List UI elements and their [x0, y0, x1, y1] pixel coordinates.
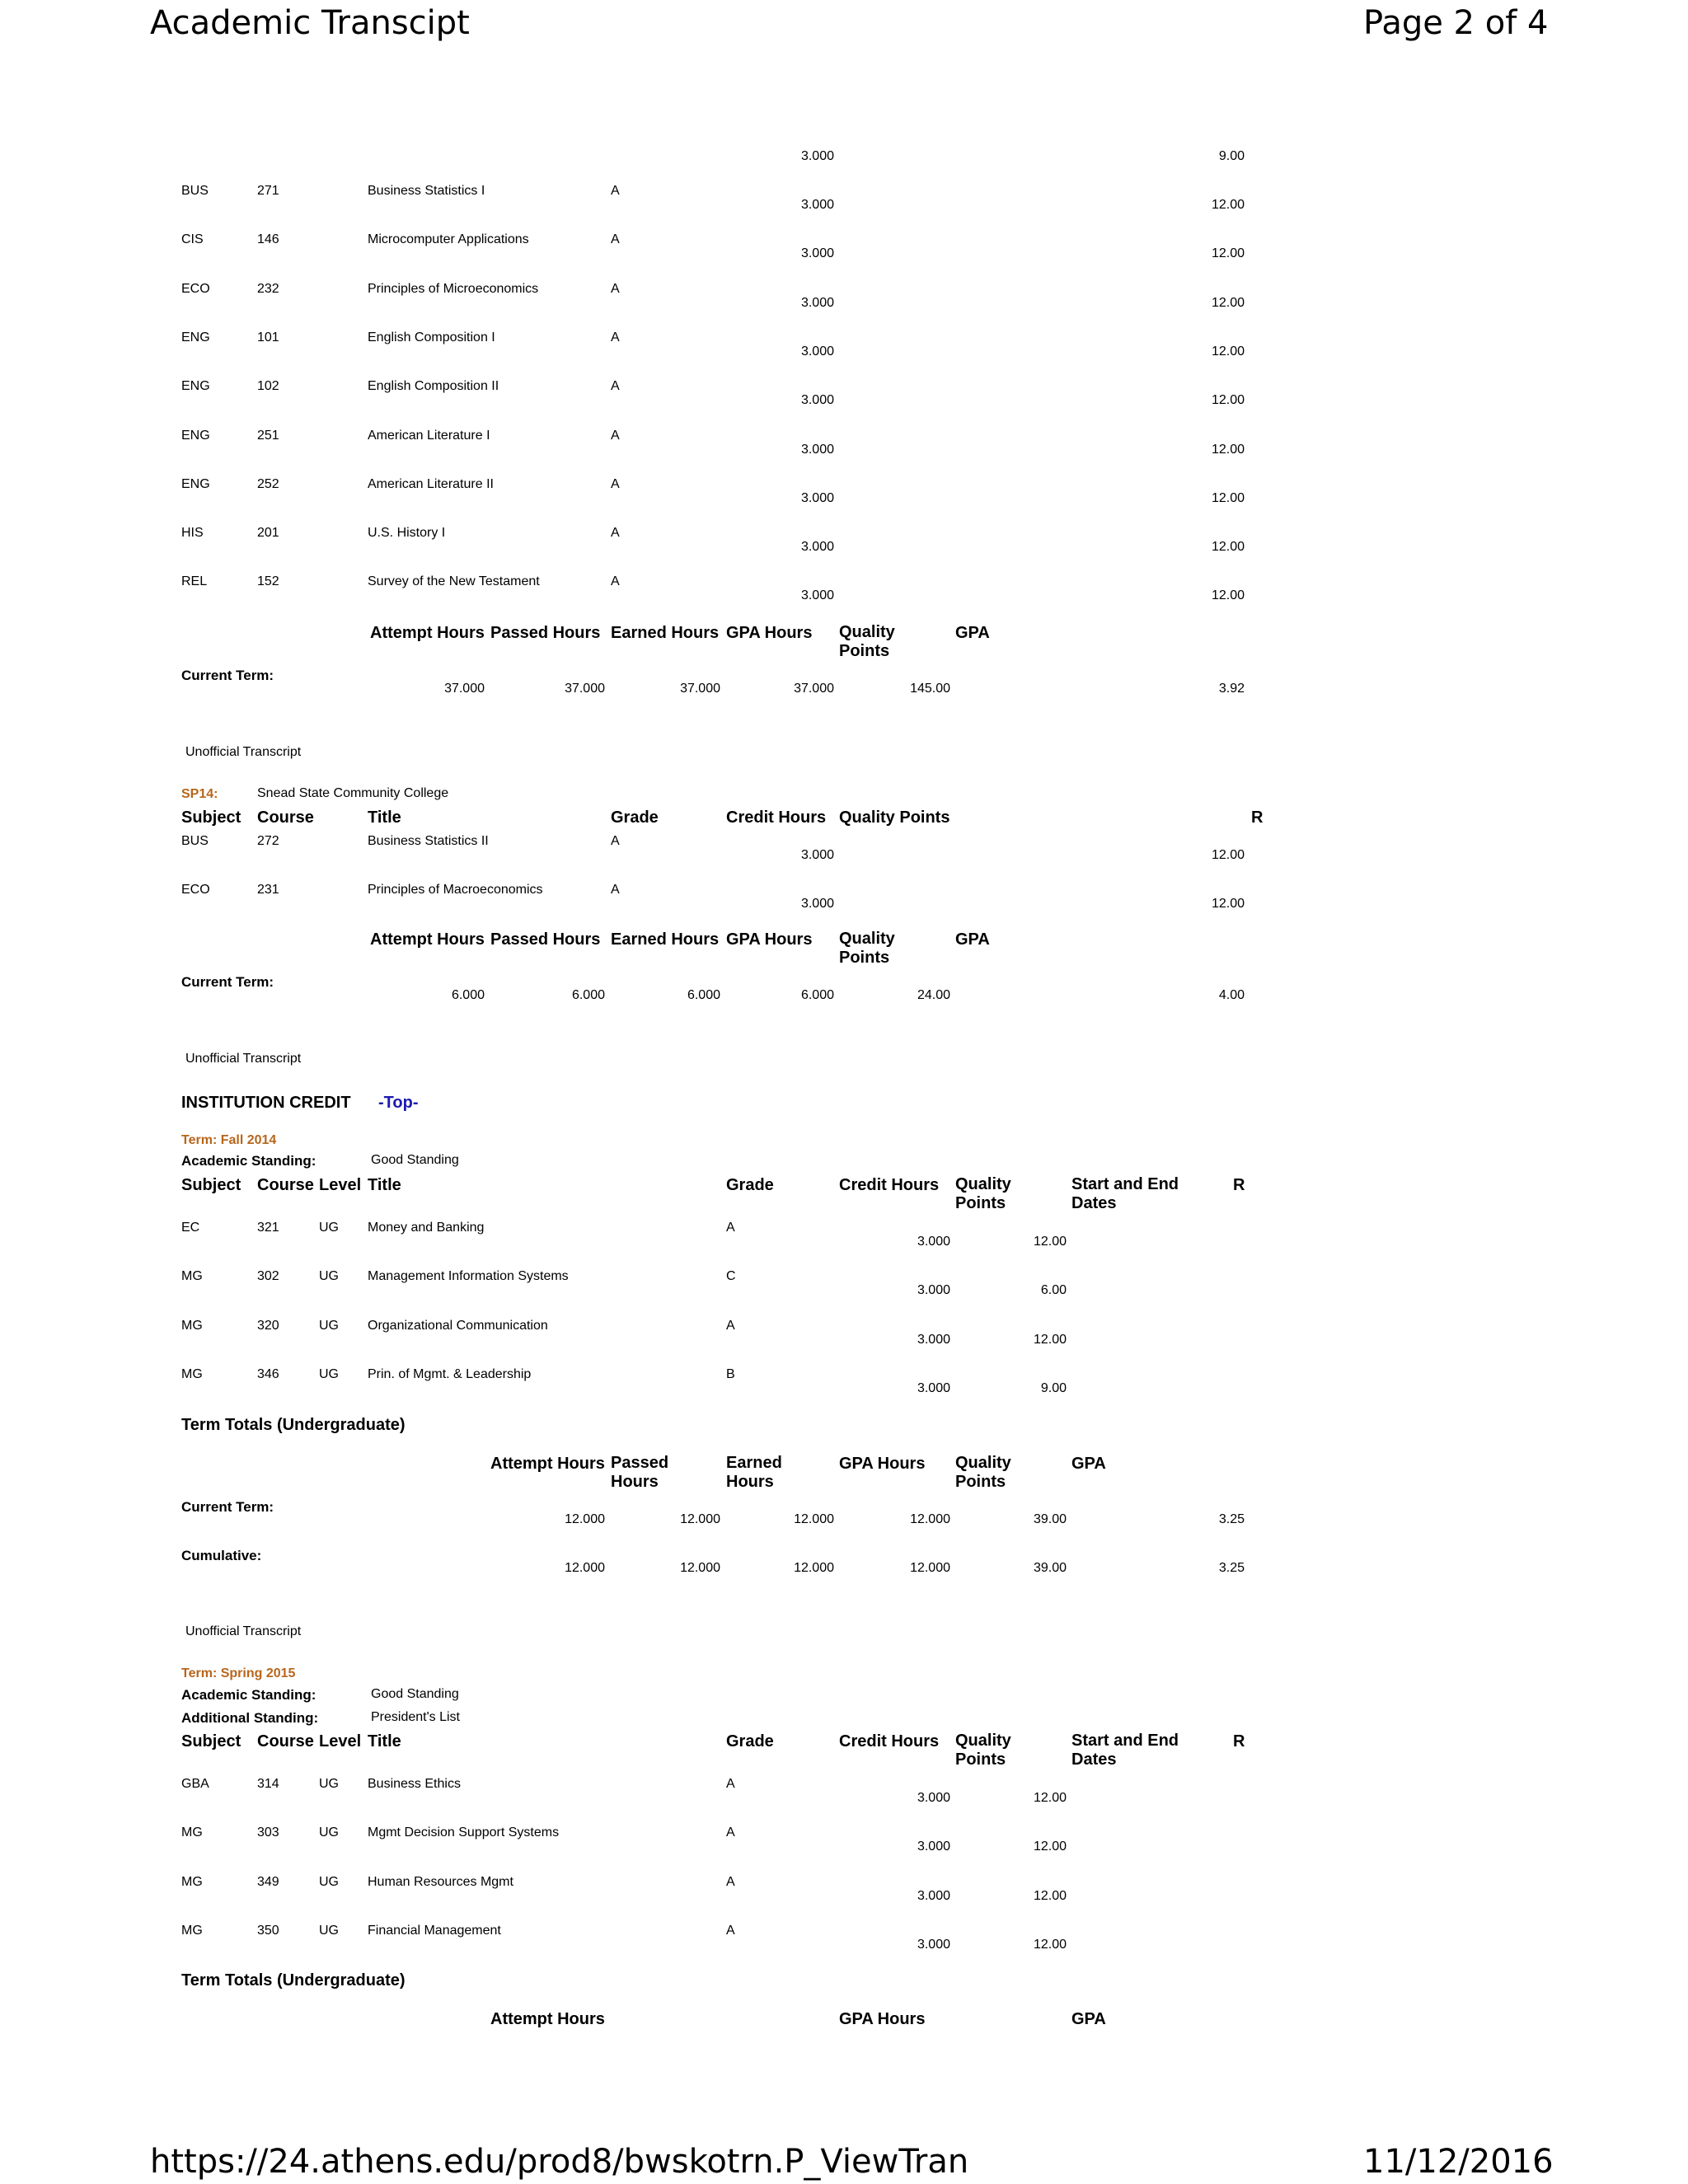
academic-standing-value: Good Standing	[371, 1687, 459, 1701]
page-number: Page 2 of 4	[1363, 4, 1549, 42]
academic-standing-label: Academic Standing:	[181, 1687, 316, 1703]
passed-hours-header: Passed Hours	[490, 930, 601, 949]
subject-header: Subject	[181, 1176, 241, 1194]
quality-points-value: 9.00	[1040, 1380, 1067, 1395]
course-grade: A	[726, 1825, 735, 1840]
course-title: Management Information Systems	[368, 1269, 569, 1284]
attempt-hours-header: Attempt Hours	[370, 624, 485, 642]
institution-credit-heading: INSTITUTION CREDIT	[181, 1094, 351, 1112]
gpa-value: 3.92	[1218, 682, 1245, 696]
r-header: R	[1233, 1176, 1245, 1194]
course-grade: A	[611, 379, 620, 394]
passed-hours-header: Passed Hours	[490, 624, 601, 642]
quality-points-value: 12.00	[1211, 588, 1245, 603]
course-title: Principles of Microeconomics	[368, 281, 539, 296]
credit-hours-header: Credit Hours	[839, 1732, 940, 1750]
credit-hours-value: 3.000	[917, 1235, 950, 1249]
course-title: Financial Management	[368, 1923, 501, 1938]
earned-hours-value: 37.000	[680, 682, 720, 696]
page-url: https://24.athens.edu/prod8/bwskotrn.P_ViewTran	[150, 2143, 969, 2181]
cumulative-gpa-hours-value: 12.000	[910, 1561, 950, 1575]
course-grade: A	[611, 574, 620, 589]
credit-hours-value: 3.000	[800, 295, 834, 310]
course-subject: ECO	[181, 883, 210, 897]
credit-hours-value: 3.000	[917, 1888, 950, 1903]
course-number: 314	[257, 1777, 279, 1791]
gpa-value: 3.25	[1218, 1512, 1245, 1526]
quality-points-value: 12.00	[1033, 1332, 1067, 1347]
course-grade: A	[726, 1923, 735, 1938]
gpa-header: GPA	[955, 624, 990, 642]
subject-header: Subject	[181, 808, 241, 827]
course-grade: A	[726, 1874, 735, 1889]
course-number: 302	[257, 1269, 279, 1284]
course-subject: CIS	[181, 232, 204, 247]
print-date: 11/12/2016	[1363, 2143, 1554, 2181]
credit-hours-header: Credit Hours	[726, 808, 827, 827]
current-term-label: Current Term:	[181, 974, 274, 990]
gpa-hours-value: 6.000	[800, 988, 834, 1002]
start-end-dates-header: Start and End Dates	[1071, 1175, 1179, 1212]
attempt-hours-header: Attempt Hours	[490, 1455, 605, 1473]
course-grade: A	[611, 330, 620, 344]
course-title: Business Statistics I	[368, 184, 485, 198]
course-subject: MG	[181, 1366, 203, 1381]
quality-points-value: 24.00	[917, 988, 950, 1002]
cumulative-earned-value: 12.000	[794, 1561, 834, 1575]
quality-points-header: Quality Points	[839, 930, 895, 967]
start-end-dates-header: Start and End Dates	[1071, 1732, 1179, 1769]
quality-points-value: 12.00	[1033, 1235, 1067, 1249]
r-header: R	[1233, 1732, 1245, 1750]
credit-hours-header: Credit Hours	[839, 1176, 940, 1194]
course-subject: ENG	[181, 330, 210, 344]
quality-points-value: 12.00	[1211, 246, 1245, 261]
course-header: Course	[257, 1176, 314, 1194]
course-title: English Composition II	[368, 379, 499, 394]
credit-hours-value: 3.000	[917, 1283, 950, 1298]
course-number: 231	[257, 883, 279, 897]
course-number: 201	[257, 526, 279, 541]
credit-hours-value: 3.000	[800, 897, 834, 911]
course-title: Human Resources Mgmt	[368, 1874, 513, 1889]
gpa-header: GPA	[955, 930, 990, 949]
course-number: 303	[257, 1825, 279, 1840]
course-number: 349	[257, 1874, 279, 1889]
cumulative-quality-value: 39.00	[1033, 1561, 1067, 1575]
quality-points-value: 145.00	[910, 682, 950, 696]
course-subject: ECO	[181, 281, 210, 296]
attempt-hours-header: Attempt Hours	[490, 2010, 605, 2028]
quality-points-value: 12.00	[1033, 1937, 1067, 1952]
credit-hours-value: 3.000	[800, 344, 834, 359]
quality-points-value: 12.00	[1211, 897, 1245, 911]
course-title: Organizational Communication	[368, 1318, 548, 1333]
unofficial-transcript-note: Unofficial Transcript	[185, 1052, 302, 1066]
course-title: Microcomputer Applications	[368, 232, 529, 247]
quality-points-header: Quality Points	[955, 1454, 1011, 1491]
course-title: American Literature II	[368, 476, 494, 491]
course-subject: ENG	[181, 379, 210, 394]
course-grade: A	[611, 476, 620, 491]
gpa-header: GPA	[1071, 1455, 1106, 1473]
course-grade: A	[611, 883, 620, 897]
course-header: Course	[257, 808, 314, 827]
gpa-value: 4.00	[1218, 988, 1245, 1002]
course-level: UG	[319, 1269, 339, 1284]
term-totals-title: Term Totals (Undergraduate)	[181, 1971, 406, 1990]
course-number: 102	[257, 379, 279, 394]
institution-name: Snead State Community College	[257, 786, 449, 800]
quality-points-value: 9.00	[1218, 149, 1245, 163]
course-subject: HIS	[181, 526, 204, 541]
course-subject: ENG	[181, 428, 210, 443]
course-title: Principles of Macroeconomics	[368, 883, 543, 897]
cumulative-passed-value: 12.000	[680, 1561, 720, 1575]
attempt-hours-value: 6.000	[451, 988, 485, 1002]
credit-hours-value: 3.000	[800, 246, 834, 261]
grade-header: Grade	[611, 808, 659, 827]
quality-points-value: 12.00	[1033, 1888, 1067, 1903]
term-totals-title: Term Totals (Undergraduate)	[181, 1416, 406, 1434]
course-subject: EC	[181, 1221, 200, 1235]
gpa-hours-value: 37.000	[794, 682, 834, 696]
r-header: R	[1251, 808, 1264, 827]
term-label: Term: Spring 2015	[181, 1666, 296, 1680]
course-title: Business Ethics	[368, 1777, 461, 1791]
earned-hours-header: Earned Hours	[611, 930, 720, 949]
course-subject: GBA	[181, 1777, 209, 1791]
course-number: 320	[257, 1318, 279, 1333]
course-number: 346	[257, 1366, 279, 1381]
course-subject: MG	[181, 1318, 203, 1333]
gpa-hours-header: GPA Hours	[839, 1455, 926, 1473]
course-subject: MG	[181, 1825, 203, 1840]
credit-hours-value: 3.000	[800, 540, 834, 555]
cumulative-label: Cumulative:	[181, 1548, 262, 1563]
term-code: SP14:	[181, 787, 218, 801]
course-subject: MG	[181, 1874, 203, 1889]
course-level: UG	[319, 1923, 339, 1938]
earned-hours-header: Earned Hours	[726, 1454, 782, 1491]
course-subject: BUS	[181, 834, 209, 848]
quality-points-header: Quality Points	[839, 808, 950, 827]
course-level: UG	[319, 1874, 339, 1889]
course-level: UG	[319, 1825, 339, 1840]
course-grade: A	[611, 184, 620, 198]
course-level: UG	[319, 1318, 339, 1333]
course-grade: A	[611, 526, 620, 541]
gpa-hours-header: GPA Hours	[839, 2010, 926, 2028]
course-subject: MG	[181, 1269, 203, 1284]
quality-points-value: 12.00	[1033, 1791, 1067, 1805]
course-grade: A	[726, 1777, 735, 1791]
course-title: English Composition I	[368, 330, 495, 344]
quality-points-value: 12.00	[1211, 540, 1245, 555]
credit-hours-value: 3.000	[917, 1937, 950, 1952]
unofficial-transcript-note: Unofficial Transcript	[185, 1624, 302, 1638]
additional-standing-value: President's List	[371, 1710, 460, 1724]
credit-hours-value: 3.000	[800, 442, 834, 457]
course-number: 101	[257, 330, 279, 344]
course-level: UG	[319, 1221, 339, 1235]
course-title: Mgmt Decision Support Systems	[368, 1825, 560, 1840]
attempt-hours-header: Attempt Hours	[370, 930, 485, 949]
level-header: Level	[319, 1732, 362, 1750]
gpa-hours-header: GPA Hours	[726, 930, 813, 949]
level-header: Level	[319, 1176, 362, 1194]
credit-hours-value: 3.000	[800, 848, 834, 862]
quality-points-value: 12.00	[1033, 1840, 1067, 1854]
course-number: 152	[257, 574, 279, 589]
grade-header: Grade	[726, 1176, 774, 1194]
academic-standing-label: Academic Standing:	[181, 1153, 316, 1169]
course-number: 252	[257, 476, 279, 491]
credit-hours-value: 3.000	[800, 588, 834, 603]
course-grade: A	[726, 1318, 735, 1333]
course-header: Course	[257, 1732, 314, 1750]
cumulative-gpa-value: 3.25	[1218, 1561, 1245, 1575]
academic-standing-value: Good Standing	[371, 1153, 459, 1167]
course-title: Survey of the New Testament	[368, 574, 540, 589]
title-header: Title	[368, 1176, 401, 1194]
quality-points-value: 12.00	[1211, 393, 1245, 408]
current-term-label: Current Term:	[181, 668, 274, 683]
course-grade: A	[611, 232, 620, 247]
course-grade: A	[611, 281, 620, 296]
attempt-hours-value: 37.000	[444, 682, 485, 696]
course-title: Money and Banking	[368, 1221, 485, 1235]
course-number: 272	[257, 834, 279, 848]
course-number: 321	[257, 1221, 279, 1235]
quality-points-value: 12.00	[1211, 198, 1245, 212]
quality-points-header: Quality Points	[955, 1732, 1011, 1769]
credit-hours-value: 3.000	[917, 1840, 950, 1854]
earned-hours-header: Earned Hours	[611, 624, 720, 642]
course-title: Business Statistics II	[368, 834, 489, 848]
course-level: UG	[319, 1366, 339, 1381]
top-link[interactable]: -Top-	[378, 1094, 419, 1112]
credit-hours-value: 3.000	[917, 1380, 950, 1395]
quality-points-header: Quality Points	[955, 1175, 1011, 1212]
course-subject: REL	[181, 574, 208, 589]
earned-hours-value: 6.000	[687, 988, 720, 1002]
quality-points-value: 12.00	[1211, 848, 1245, 862]
passed-hours-value: 37.000	[565, 682, 605, 696]
course-number: 146	[257, 232, 279, 247]
subject-header: Subject	[181, 1732, 241, 1750]
page-title: Academic Transcipt	[150, 4, 470, 42]
quality-points-header: Quality Points	[839, 623, 895, 660]
credit-hours-value: 3.000	[800, 198, 834, 212]
course-title: Prin. of Mgmt. & Leadership	[368, 1366, 532, 1381]
cumulative-attempt-value: 12.000	[565, 1561, 605, 1575]
course-level: UG	[319, 1777, 339, 1791]
course-subject: MG	[181, 1923, 203, 1938]
quality-points-value: 12.00	[1211, 344, 1245, 359]
credit-hours-value: 3.000	[917, 1332, 950, 1347]
passed-hours-header: Passed Hours	[611, 1454, 669, 1491]
course-number: 232	[257, 281, 279, 296]
course-title: American Literature I	[368, 428, 490, 443]
course-grade: A	[611, 834, 620, 848]
unofficial-transcript-note: Unofficial Transcript	[185, 745, 302, 759]
course-grade: A	[611, 428, 620, 443]
quality-points-value: 6.00	[1040, 1283, 1067, 1298]
course-grade: C	[726, 1269, 736, 1284]
gpa-hours-header: GPA Hours	[726, 624, 813, 642]
earned-hours-value: 12.000	[794, 1512, 834, 1526]
attempt-hours-value: 12.000	[565, 1512, 605, 1526]
course-title: U.S. History I	[368, 526, 446, 541]
quality-points-value: 39.00	[1033, 1512, 1067, 1526]
course-grade: B	[726, 1366, 735, 1381]
credit-hours-value: 3.000	[800, 149, 834, 163]
quality-points-value: 12.00	[1211, 442, 1245, 457]
quality-points-value: 12.00	[1211, 295, 1245, 310]
credit-hours-value: 3.000	[917, 1791, 950, 1805]
additional-standing-label: Additional Standing:	[181, 1710, 319, 1726]
course-number: 251	[257, 428, 279, 443]
term-label: Term: Fall 2014	[181, 1133, 277, 1147]
credit-hours-value: 3.000	[800, 393, 834, 408]
passed-hours-value: 12.000	[680, 1512, 720, 1526]
title-header: Title	[368, 808, 401, 827]
grade-header: Grade	[726, 1732, 774, 1750]
course-subject: BUS	[181, 184, 209, 198]
current-term-label: Current Term:	[181, 1499, 274, 1515]
course-number: 350	[257, 1923, 279, 1938]
course-subject: ENG	[181, 476, 210, 491]
passed-hours-value: 6.000	[571, 988, 605, 1002]
course-number: 271	[257, 184, 279, 198]
quality-points-value: 12.00	[1211, 490, 1245, 505]
course-grade: A	[726, 1221, 735, 1235]
gpa-hours-value: 12.000	[910, 1512, 950, 1526]
title-header: Title	[368, 1732, 401, 1750]
credit-hours-value: 3.000	[800, 490, 834, 505]
gpa-header: GPA	[1071, 2010, 1106, 2028]
